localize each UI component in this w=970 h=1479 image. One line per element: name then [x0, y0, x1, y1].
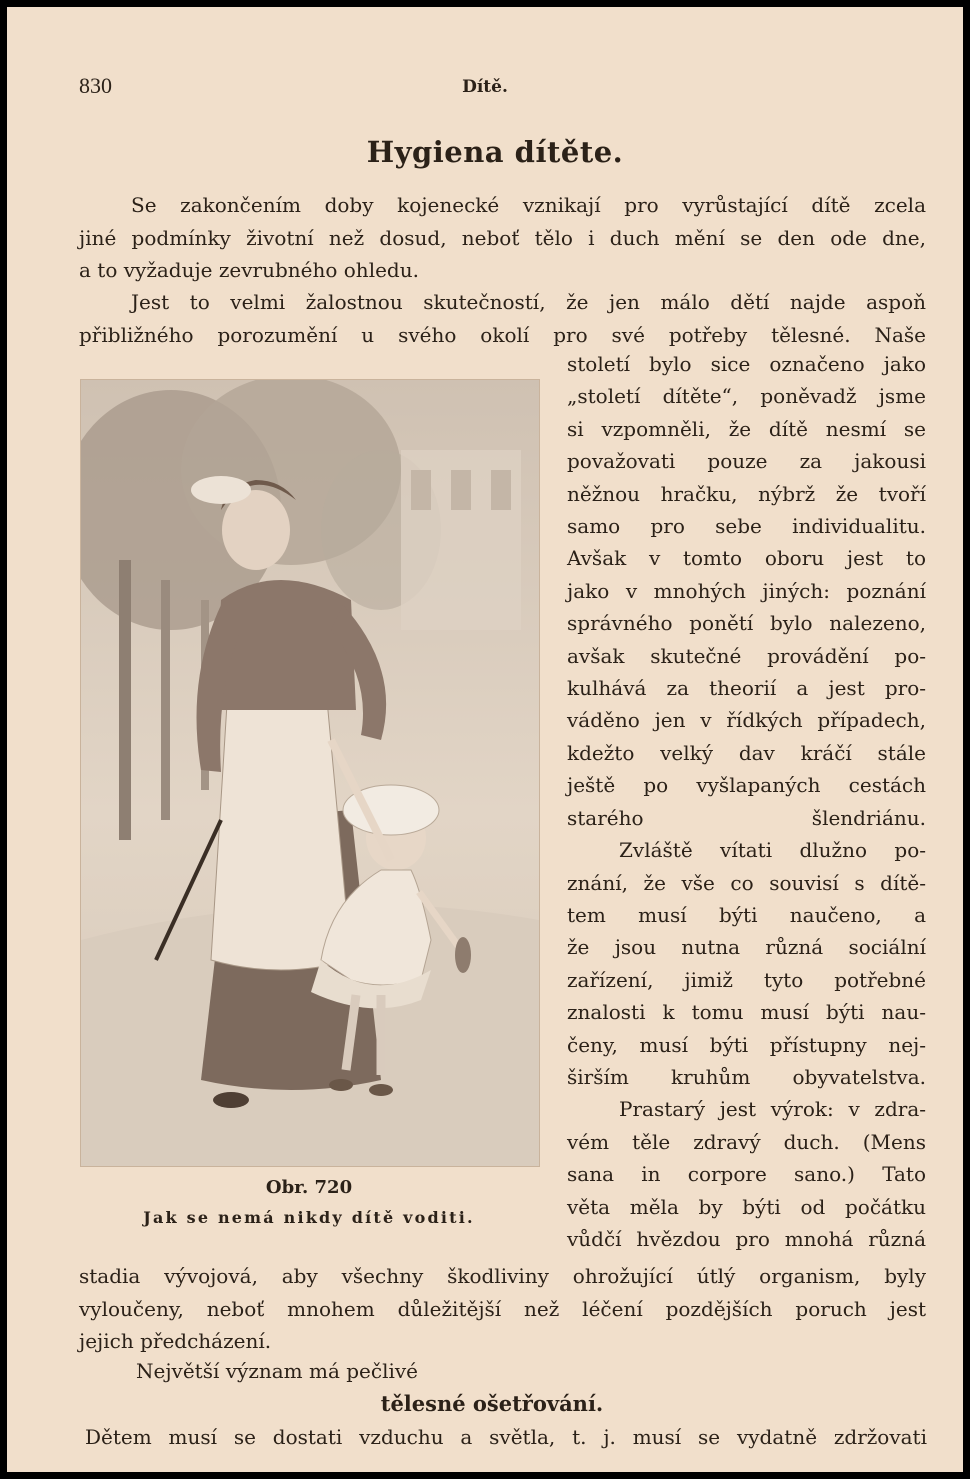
- figure-number: Obr. 720: [265, 1177, 353, 1198]
- text-line: „století dítěte“, poněvadž jsme: [567, 384, 926, 409]
- section-heading: tělesné ošetřování.: [380, 1391, 604, 1416]
- text-line: kulhává za theorií a jest pro-: [567, 676, 926, 701]
- text-line: znání, že vše co souvisí s dítě-: [567, 870, 926, 895]
- text-line: vém těle zdravý duch. (Mens: [567, 1129, 926, 1154]
- section-lead-text: Největší význam má pečlivé: [136, 1359, 419, 1383]
- text-line: něžnou hračku, nýbrž že tvoří: [567, 481, 926, 506]
- text-line: tem musí býti naučeno, a: [567, 902, 926, 927]
- chapter-title: Hygiena dítěte.: [366, 135, 624, 169]
- text-line: jako v mnohých jiných: poznání: [567, 578, 926, 603]
- text-line: Se zakončením doby kojenecké vznikají pro vyrůstající dítě zcela: [131, 193, 926, 217]
- figure-caption: Jak se nemá nikdy dítě voditi.: [143, 1208, 475, 1227]
- paragraph-2: [79, 286, 926, 351]
- text-line: Prastarý jest výrok: v zdra-: [619, 1097, 926, 1122]
- text-line: Dětem musí se dostati vzduchu a světla, t. j. musí se vydatně zdržovati: [85, 1425, 927, 1449]
- text-line: kdežto velký dav kráčí stále: [567, 740, 926, 765]
- text-line: vůdčí hvězdou pro mnohá různá: [567, 1226, 926, 1251]
- text-line: jejich předcházení.: [79, 1329, 272, 1353]
- text-line: a to vyžaduje zevrubného ohledu.: [79, 258, 419, 282]
- text-line: avšak skutečné provádění po-: [567, 643, 926, 668]
- book-page: [7, 7, 963, 1472]
- text-line: že jsou nutna různá sociální: [567, 935, 926, 960]
- text-line: zařízení, jimiž tyto potřebné: [567, 967, 926, 992]
- text-line: znalosti k tomu musí býti nau-: [567, 1000, 926, 1025]
- text-line: považovati pouze za jakousi: [567, 449, 926, 474]
- text-line: ještě po vyšlapaných cestách: [567, 773, 926, 798]
- text-line: věta měla by býti od počátku: [567, 1194, 926, 1219]
- text-line: sana in corpore sano.) Tato: [567, 1162, 926, 1187]
- text-line: širším kruhům obyvatelstva.: [567, 1064, 926, 1089]
- text-line: Avšak v tomto oboru jest to: [567, 546, 926, 571]
- text-line: jiné podmínky životní než dosud, neboť tělo i duch mění se den ode dne,: [79, 225, 926, 250]
- text-line: Jest to velmi žalostnou skutečností, že jen málo dětí najde aspoň: [131, 290, 926, 314]
- text-line: vyloučeny, neboť mnohem důležitější než léčení pozdějších poruch jest: [79, 1296, 926, 1321]
- paragraph-3: [79, 1260, 926, 1358]
- illustration-nanny-leading-child: [80, 379, 540, 1167]
- text-line: starého šlendriánu.: [567, 805, 926, 830]
- running-title: Dítě.: [462, 77, 508, 97]
- text-line: Zvláště vítati dlužno po-: [619, 838, 926, 863]
- side-column-text: [567, 348, 926, 1255]
- paragraph-1: [79, 189, 926, 287]
- text-line: si vzpomněli, že dítě nesmí se: [567, 416, 926, 441]
- text-line: váděno jen v řídkých případech,: [567, 708, 926, 733]
- text-line: stadia vývojová, aby všechny škodliviny ohrožující útlý organism, byly: [79, 1264, 926, 1288]
- text-line: samo pro sebe individualitu.: [567, 514, 926, 539]
- illustration-drawing: [81, 380, 539, 1166]
- text-line: správného ponětí bylo nalezeno,: [567, 611, 926, 636]
- text-line: století bylo sice označeno jako: [567, 352, 926, 376]
- text-line: přibližného porozumění u svého okolí pro své potřeby tělesné. Naše: [79, 322, 926, 347]
- final-line: [85, 1425, 927, 1449]
- text-line: čeny, musí býti přístupny nej-: [567, 1032, 926, 1057]
- page-number: 830: [79, 73, 112, 98]
